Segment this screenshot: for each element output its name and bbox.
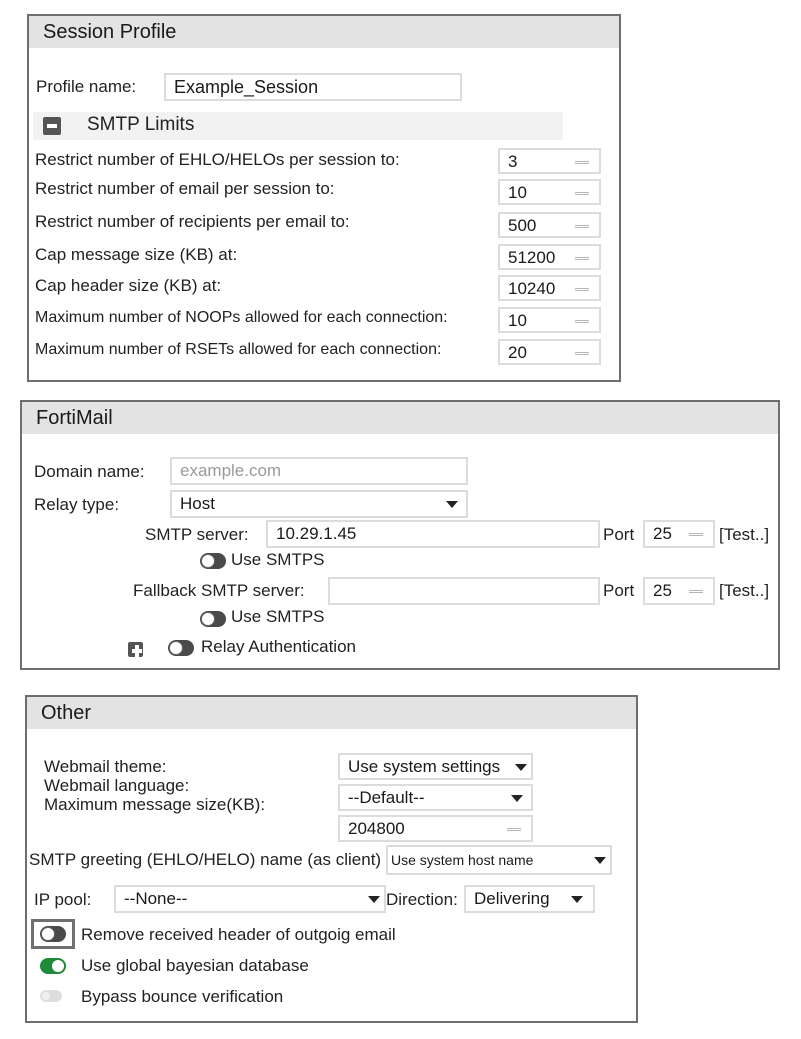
smtp-server-label: SMTP server: [145,525,249,544]
spinner-icon[interactable] [575,352,589,355]
remove-header-label: Remove received header of outgoig email [81,925,396,944]
bypass-bounce-toggle[interactable] [40,990,62,1002]
fallback-port-input[interactable] [643,577,715,605]
smtp-greeting-label: SMTP greeting (EHLO/HELO) name (as client) [29,850,382,869]
smtp-greeting-select[interactable] [386,845,612,875]
webmail-language-value: --Default-- [348,788,425,807]
caret-down-icon [515,764,527,771]
max-noops-input[interactable] [498,307,601,333]
smtp-greeting-value: Use system host name [391,852,534,868]
email-per-session-label: Restrict number of email per session to: [35,179,335,198]
smtp-limits-title: SMTP Limits [87,114,195,135]
ip-pool-value: --None-- [124,889,188,908]
ip-pool-select[interactable] [114,885,386,913]
direction-select[interactable] [464,885,595,913]
relay-type-label: Relay type: [34,495,120,514]
spinner-icon[interactable] [575,192,589,195]
caret-down-icon [511,795,523,802]
max-rsets-label: Maximum number of RSETs allowed for each connection: [35,341,442,358]
fallback-port-label: Port [603,581,635,600]
global-bayesian-toggle[interactable] [40,958,66,974]
webmail-theme-label: Webmail theme: [44,757,167,776]
session-profile-panel [27,14,621,382]
smtp-server-input[interactable]: 10.29.1.45 [266,520,600,548]
recipients-per-email-value: 500 [508,216,537,235]
test-link[interactable]: [Test..] [719,525,770,544]
email-per-session-input[interactable] [498,179,601,205]
caret-down-icon [571,896,583,903]
profile-name-label: Profile name: [36,77,137,96]
remove-header-toggle[interactable] [40,926,66,942]
max-rsets-input[interactable] [498,339,601,365]
cap-message-size-input[interactable] [498,244,601,270]
fallback-test-link[interactable]: [Test..] [719,581,770,600]
global-bayesian-label: Use global bayesian database [81,956,309,975]
recipients-per-email-label: Restrict number of recipients per email to: [35,212,350,231]
bypass-bounce-label: Bypass bounce verification [81,987,284,1006]
ehlo-limit-label: Restrict number of EHLO/HELOs per session to: [35,150,400,169]
relay-auth-label: Relay Authentication [201,637,356,656]
spinner-icon[interactable] [689,533,703,536]
spinner-icon[interactable] [575,288,589,291]
caret-down-icon [446,501,458,508]
relay-type-select[interactable] [170,490,468,518]
ehlo-limit-input[interactable] [498,148,601,174]
ip-pool-label: IP pool: [34,890,92,909]
cap-message-size-label: Cap message size (KB) at: [35,245,238,264]
use-smtps-toggle[interactable] [200,553,226,569]
email-per-session-value: 10 [508,183,527,202]
max-noops-value: 10 [508,311,527,330]
cap-header-size-value: 10240 [508,279,556,298]
spinner-icon[interactable] [575,320,589,323]
ehlo-limit-value: 3 [508,152,518,171]
fallback-smtp-label: Fallback SMTP server: [133,581,305,600]
spinner-icon[interactable] [507,828,521,831]
cap-message-size-value: 51200 [508,248,556,267]
caret-down-icon [368,896,380,903]
fallback-use-smtps-toggle[interactable] [200,611,226,627]
max-message-size-input[interactable] [338,815,533,842]
max-noops-label: Maximum number of NOOPs allowed for each connection: [35,309,448,326]
caret-down-icon [594,857,606,864]
spinner-icon[interactable] [689,590,703,593]
port-label: Port [603,525,635,544]
direction-label: Direction: [386,890,458,909]
fallback-smtp-input[interactable] [328,577,600,605]
minus-square-icon[interactable] [43,117,61,135]
webmail-theme-select[interactable] [338,753,533,780]
spinner-icon[interactable] [575,257,589,260]
relay-type-value: Host [180,494,215,513]
spinner-icon[interactable] [575,225,589,228]
relay-auth-toggle[interactable] [168,640,194,656]
session-profile-title: Session Profile [29,16,619,48]
use-smtps-label: Use SMTPS [231,550,325,569]
port-input[interactable] [643,520,715,548]
fallback-port-value: 25 [653,581,672,600]
smtp-limits-header[interactable] [33,112,563,140]
profile-name-input[interactable]: Example_Session [164,73,462,101]
cap-header-size-input[interactable] [498,275,601,301]
webmail-theme-value: Use system settings [348,757,501,776]
recipients-per-email-input[interactable] [498,212,601,238]
webmail-language-select[interactable] [338,784,533,811]
fallback-use-smtps-label: Use SMTPS [231,607,325,626]
max-rsets-value: 20 [508,343,527,362]
other-panel [25,695,638,1023]
domain-name-label: Domain name: [34,462,145,481]
fortimail-title: FortiMail [22,402,778,434]
domain-name-input[interactable]: example.com [170,457,468,485]
direction-value: Delivering [474,889,550,908]
plus-square-icon[interactable] [128,642,143,657]
port-value: 25 [653,524,672,543]
max-message-size-label: Maximum message size(KB): [44,795,266,814]
spinner-icon[interactable] [575,161,589,164]
fortimail-panel [20,400,780,670]
cap-header-size-label: Cap header size (KB) at: [35,276,222,295]
other-title: Other [27,697,636,729]
max-message-size-value: 204800 [348,819,405,838]
webmail-language-label: Webmail language: [44,776,190,795]
